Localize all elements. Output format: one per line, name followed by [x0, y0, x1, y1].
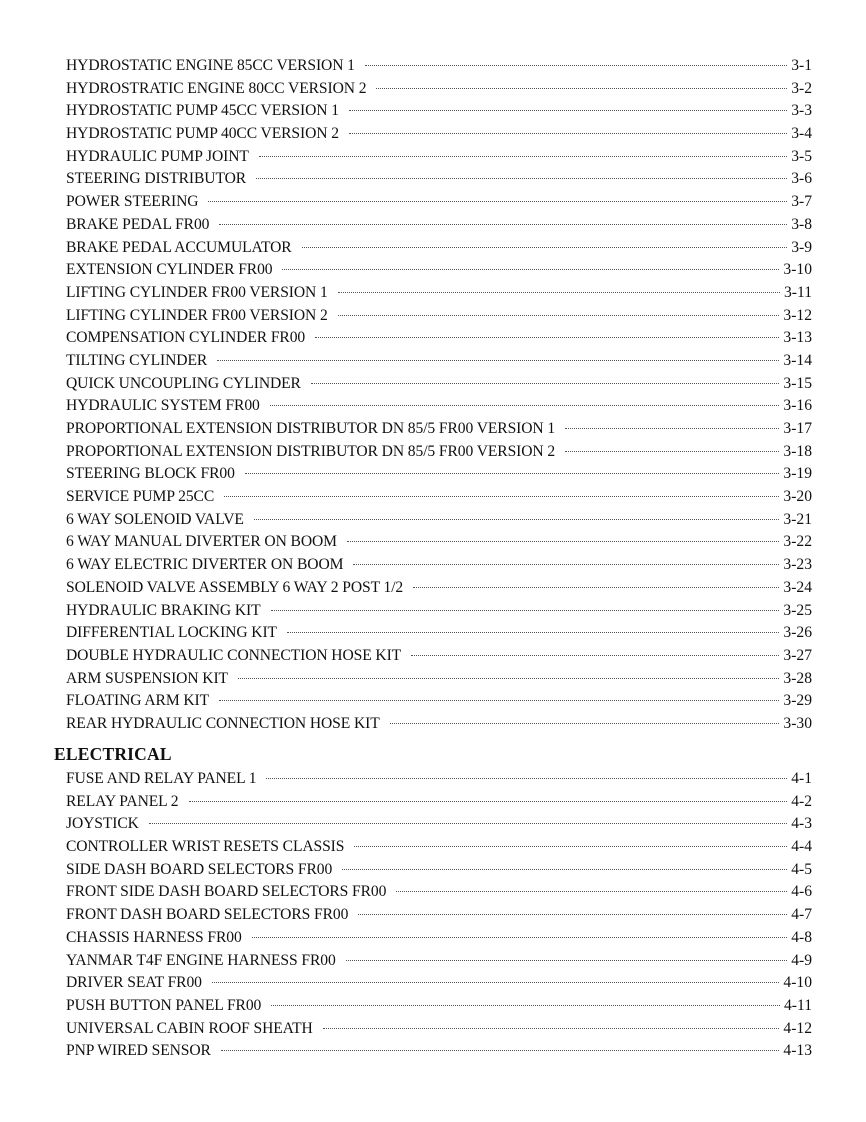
toc-entry-page-number: 3-13: [783, 329, 812, 347]
toc-entry[interactable]: [66, 146, 812, 169]
toc-entry[interactable]: [66, 100, 812, 123]
toc-entry-title: BRAKE PEDAL ACCUMULATOR: [66, 238, 292, 256]
toc-entry-title: DRIVER SEAT FR00: [66, 974, 202, 992]
toc-entry[interactable]: [66, 531, 812, 554]
toc-entry-page-number: 3-3: [791, 102, 812, 120]
toc-entry-page-number: 4-4: [791, 838, 812, 856]
dot-leader: [349, 133, 787, 134]
toc-entry[interactable]: [66, 791, 812, 814]
toc-entry-title: TILTING CYLINDER: [66, 351, 208, 369]
toc-entry-title: FRONT DASH BOARD SELECTORS FR00: [66, 906, 349, 924]
toc-entry-page-number: 4-5: [791, 860, 812, 878]
toc-entry-page-number: 3-30: [783, 714, 812, 732]
toc-entry-title: CHASSIS HARNESS FR00: [66, 928, 242, 946]
toc-entry[interactable]: [66, 418, 812, 441]
toc-entry[interactable]: [66, 168, 812, 191]
toc-entry-title: SERVICE PUMP 25CC: [66, 488, 215, 506]
toc-entry-page-number: 3-23: [783, 556, 812, 574]
toc-entry[interactable]: [66, 836, 812, 859]
dot-leader: [565, 451, 779, 452]
toc-entry[interactable]: [66, 1040, 812, 1063]
dot-leader: [311, 383, 780, 384]
toc-entry[interactable]: [66, 622, 812, 645]
toc-entry-title: JOYSTICK: [66, 815, 139, 833]
toc-entry-page-number: 3-24: [783, 578, 812, 596]
toc-entry-page-number: 4-13: [783, 1042, 812, 1060]
toc-entry[interactable]: [66, 904, 812, 927]
toc-entry[interactable]: [66, 509, 812, 532]
toc-entry-page-number: 3-8: [791, 215, 812, 233]
dot-leader: [323, 1028, 780, 1029]
dot-leader: [149, 823, 787, 824]
toc-entry-page-number: 3-5: [791, 147, 812, 165]
toc-entry[interactable]: [66, 350, 812, 373]
toc-entry-page-number: 3-1: [791, 57, 812, 74]
toc-entry-page-number: 3-17: [783, 420, 812, 437]
dot-leader: [219, 700, 779, 701]
dot-leader: [252, 937, 788, 938]
toc-entry-title: FLOATING ARM KIT: [66, 692, 210, 710]
toc-entry-title: REAR HYDRAULIC CONNECTION HOSE KIT: [66, 714, 380, 732]
toc-entry[interactable]: [66, 950, 812, 973]
toc-entry[interactable]: [66, 282, 812, 305]
toc-entry[interactable]: [66, 813, 812, 836]
toc-entry[interactable]: [66, 305, 812, 328]
toc-entry-title: HYDRAULIC PUMP JOINT: [66, 147, 249, 165]
dot-leader: [315, 337, 779, 338]
toc-entry-title: QUICK UNCOUPLING CYLINDER: [66, 374, 301, 392]
dot-leader: [354, 846, 787, 847]
toc-entry-page-number: 3-26: [783, 624, 812, 642]
toc-entry-title: DIFFERENTIAL LOCKING KIT: [66, 624, 277, 642]
toc-entry[interactable]: [66, 645, 812, 668]
toc-entry[interactable]: [66, 668, 812, 691]
dot-leader: [282, 269, 779, 270]
toc-entry-page-number: 3-11: [783, 283, 812, 301]
toc-entry[interactable]: [66, 463, 812, 486]
dot-leader: [219, 224, 787, 225]
dot-leader: [411, 655, 779, 656]
toc-entry-page-number: 3-12: [783, 306, 812, 324]
toc-entry-title: POWER STEERING: [66, 193, 199, 211]
toc-entry[interactable]: [66, 486, 812, 509]
toc-entry-title: HYDRAULIC BRAKING KIT: [66, 601, 261, 619]
toc-entry[interactable]: [66, 881, 812, 904]
toc-entry[interactable]: [66, 55, 812, 78]
toc-entry-title: FUSE AND RELAY PANEL 1: [66, 770, 257, 787]
dot-leader: [413, 587, 779, 588]
toc-entry-page-number: 3-29: [783, 692, 812, 710]
toc-entry[interactable]: [66, 327, 812, 350]
toc-entry-title: 6 WAY MANUAL DIVERTER ON BOOM: [66, 533, 337, 551]
toc-entry-page-number: 4-3: [791, 815, 812, 833]
toc-entry-page-number: 3-27: [783, 646, 812, 664]
toc-entry-title: STEERING DISTRIBUTOR: [66, 170, 247, 188]
toc-entry-page-number: 3-9: [791, 238, 812, 256]
toc-entry-page-number: 4-6: [791, 883, 812, 901]
toc-entry[interactable]: [66, 123, 812, 146]
toc-entry-page-number: 3-16: [783, 397, 812, 415]
dot-leader: [212, 982, 780, 983]
electrical-toc-list: [66, 768, 812, 1063]
toc-entry-title: EXTENSION CYLINDER FR00: [66, 261, 273, 279]
toc-entry-title: ARM SUSPENSION KIT: [66, 669, 228, 687]
toc-entry-page-number: 3-2: [791, 79, 812, 97]
dot-leader: [259, 156, 787, 157]
dot-leader: [270, 405, 780, 406]
toc-entry-title: STEERING BLOCK FR00: [66, 465, 235, 483]
toc-entry[interactable]: [66, 214, 812, 237]
toc-entry-page-number: 4-10: [783, 974, 812, 992]
toc-entry-title: UNIVERSAL CABIN ROOF SHEATH: [66, 1019, 313, 1037]
toc-entry[interactable]: [66, 259, 812, 282]
toc-entry-page-number: 3-25: [783, 601, 812, 619]
dot-leader: [254, 519, 780, 520]
toc-entry[interactable]: [66, 690, 812, 713]
toc-entry-title: HYDROSTATIC ENGINE 85CC VERSION 1: [66, 57, 355, 74]
dot-leader: [238, 678, 779, 679]
toc-entry[interactable]: [66, 237, 812, 260]
toc-entry-title: LIFTING CYLINDER FR00 VERSION 2: [66, 306, 328, 324]
dot-leader: [221, 1050, 780, 1051]
dot-leader: [396, 891, 787, 892]
toc-entry-page-number: 4-2: [791, 792, 812, 810]
toc-entry-title: LIFTING CYLINDER FR00 VERSION 1: [66, 283, 328, 301]
toc-entry-title: BRAKE PEDAL FR00: [66, 215, 210, 233]
toc-entry[interactable]: [66, 441, 812, 464]
dot-leader: [208, 201, 787, 202]
toc-entry[interactable]: [66, 395, 812, 418]
toc-entry-title: SOLENOID VALVE ASSEMBLY 6 WAY 2 POST 1/2: [66, 578, 404, 596]
dot-leader: [349, 110, 787, 111]
dot-leader: [271, 1005, 780, 1006]
toc-entry-title: 6 WAY SOLENOID VALVE: [66, 510, 244, 528]
toc-entry-page-number: 3-22: [783, 533, 812, 551]
toc-entry-title: PUSH BUTTON PANEL FR00: [66, 996, 262, 1014]
dot-leader: [365, 65, 787, 66]
toc-entry-page-number: 4-8: [791, 928, 812, 946]
dot-leader: [353, 564, 779, 565]
toc-entry-title: DOUBLE HYDRAULIC CONNECTION HOSE KIT: [66, 646, 402, 664]
dot-leader: [347, 541, 779, 542]
toc-entry-title: PROPORTIONAL EXTENSION DISTRIBUTOR DN 85/5 FR00 VERSION 2: [66, 442, 556, 460]
dot-leader: [390, 723, 780, 724]
toc-entry-title: RELAY PANEL 2: [66, 792, 179, 810]
toc-entry[interactable]: [66, 78, 812, 101]
dot-leader: [342, 869, 787, 870]
toc-entry-page-number: 3-19: [783, 465, 812, 483]
dot-leader: [189, 801, 788, 802]
toc-entry-page-number: 3-15: [783, 374, 812, 392]
toc-entry[interactable]: [66, 600, 812, 623]
toc-entry-title: SIDE DASH BOARD SELECTORS FR00: [66, 860, 333, 878]
toc-entry-title: HYDRAULIC SYSTEM FR00: [66, 397, 260, 415]
dot-leader: [565, 428, 779, 429]
toc-entry-page-number: 3-10: [783, 261, 812, 279]
toc-entry-title: CONTROLLER WRIST RESETS CLASSIS: [66, 838, 345, 856]
toc-entry-title: COMPENSATION CYLINDER FR00: [66, 329, 306, 347]
toc-entry-title: HYDROSTRATIC ENGINE 80CC VERSION 2: [66, 79, 367, 97]
toc-entry[interactable]: [66, 1018, 812, 1041]
toc-entry-page-number: 3-20: [783, 488, 812, 506]
toc-entry-page-number: 4-1: [791, 770, 812, 787]
toc-entry[interactable]: [66, 191, 812, 214]
dot-leader: [358, 914, 787, 915]
toc-entry-page-number: 3-4: [791, 125, 812, 143]
dot-leader: [217, 360, 779, 361]
dot-leader: [302, 247, 788, 248]
toc-entry-title: 6 WAY ELECTRIC DIVERTER ON BOOM: [66, 556, 344, 574]
dot-leader: [224, 496, 779, 497]
toc-entry[interactable]: [66, 373, 812, 396]
toc-entry-page-number: 3-7: [791, 193, 812, 211]
section-heading-electrical: ELECTRICAL: [54, 744, 172, 764]
toc-entry-title: PNP WIRED SENSOR: [66, 1042, 211, 1060]
hydraulic-toc-list: [66, 55, 812, 736]
toc-entry[interactable]: [66, 995, 812, 1018]
toc-entry[interactable]: [66, 577, 812, 600]
dot-leader: [245, 473, 780, 474]
toc-entry-page-number: 3-6: [791, 170, 812, 188]
toc-entry[interactable]: [66, 972, 812, 995]
toc-entry-page-number: 4-9: [791, 951, 812, 969]
dot-leader: [338, 292, 780, 293]
toc-entry-title: YANMAR T4F ENGINE HARNESS FR00: [66, 951, 336, 969]
toc-entry-page-number: 3-14: [783, 351, 812, 369]
toc-entry-page-number: 4-11: [783, 996, 812, 1014]
toc-entry-page-number: 3-28: [783, 669, 812, 687]
toc-entry[interactable]: [66, 927, 812, 950]
dot-leader: [338, 315, 780, 316]
toc-entry[interactable]: [66, 859, 812, 882]
toc-entry-page-number: 4-12: [783, 1019, 812, 1037]
toc-entry-title: FRONT SIDE DASH BOARD SELECTORS FR00: [66, 883, 387, 901]
dot-leader: [266, 778, 787, 779]
toc-entry-title: PROPORTIONAL EXTENSION DISTRIBUTOR DN 85/5 FR00 VERSION 1: [66, 420, 556, 437]
toc-entry-title: HYDROSTATIC PUMP 40CC VERSION 2: [66, 125, 339, 143]
toc-entry[interactable]: [66, 713, 812, 736]
dot-leader: [271, 610, 780, 611]
toc-entry-title: HYDROSTATIC PUMP 45CC VERSION 1: [66, 102, 339, 120]
dot-leader: [346, 960, 788, 961]
dot-leader: [256, 178, 787, 179]
toc-entry-page-number: 3-18: [783, 442, 812, 460]
dot-leader: [287, 632, 779, 633]
toc-entry-page-number: 3-21: [783, 510, 812, 528]
toc-entry[interactable]: [66, 554, 812, 577]
toc-entry[interactable]: [66, 768, 812, 791]
toc-entry-page-number: 4-7: [791, 906, 812, 924]
dot-leader: [376, 88, 787, 89]
